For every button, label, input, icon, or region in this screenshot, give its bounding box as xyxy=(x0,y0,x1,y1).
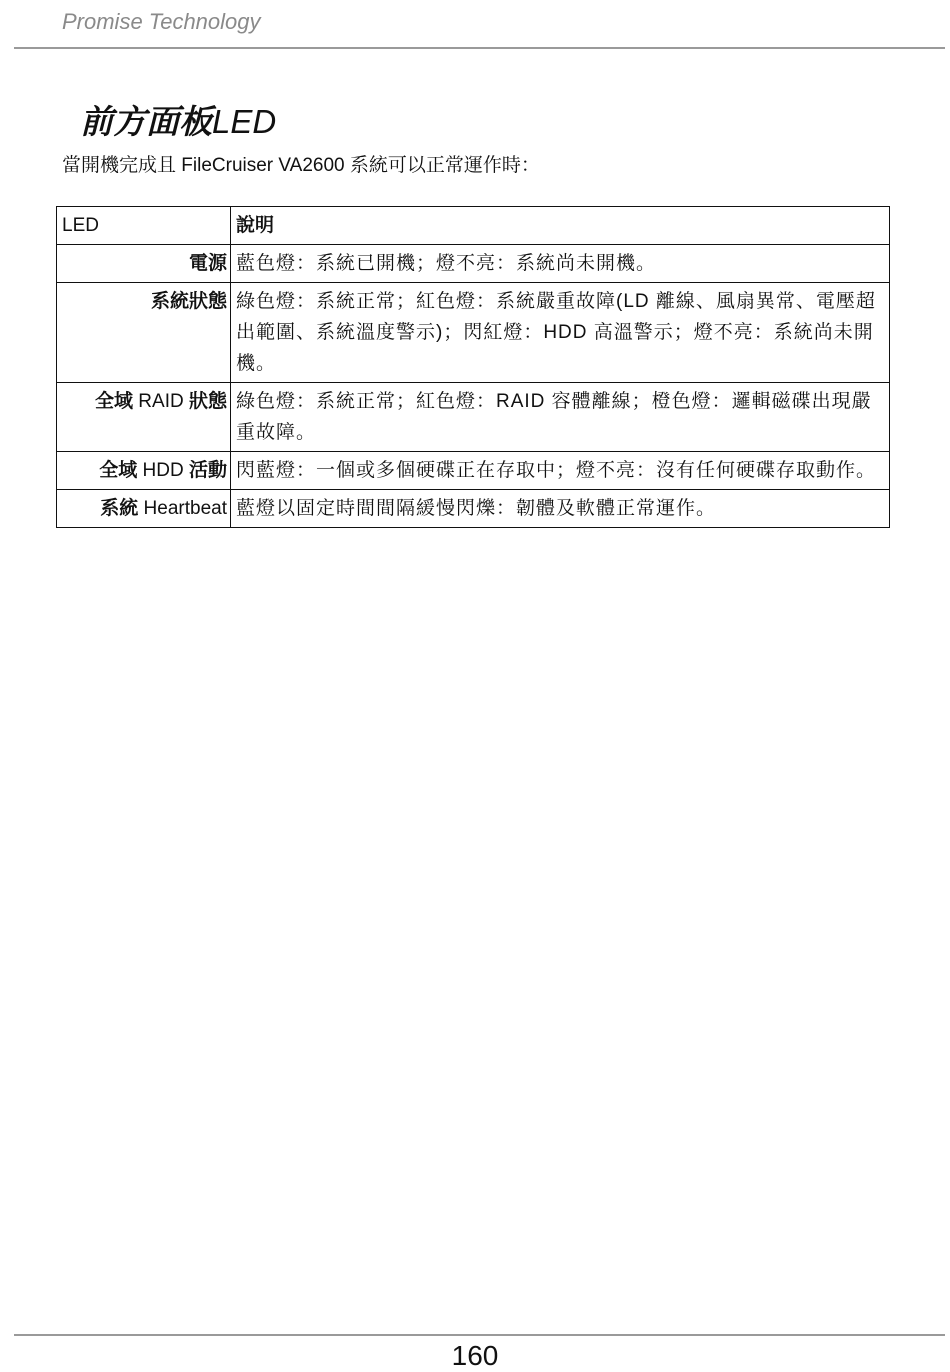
led-description: 閃藍燈：一個或多個硬碟正在存取中；燈不亮：沒有任何硬碟存取動作。 xyxy=(231,452,890,490)
led-description: 藍色燈：系統已開機；燈不亮：系統尚未開機。 xyxy=(231,245,890,283)
led-name-latin: RAID xyxy=(133,391,189,412)
led-name-cjk: 全域 xyxy=(99,460,138,481)
table-header-row xyxy=(57,207,890,245)
header-divider xyxy=(14,47,945,49)
led-name xyxy=(57,490,231,528)
led-name-suffix: 活動 xyxy=(188,460,227,481)
led-name-suffix: 狀態 xyxy=(188,391,227,412)
intro-paragraph: 當開機完成且 FileCruiser VA2600 系統可以正常運作時： xyxy=(62,155,540,176)
led-description: 綠色燈：系統正常；紅色燈：RAID 容體離線；橙色燈：邏輯磁碟出現嚴重故障。 xyxy=(231,383,890,452)
led-name-cjk: 系統狀態 xyxy=(150,291,227,312)
table-row xyxy=(57,245,890,283)
led-name-cjk: 電源 xyxy=(188,253,227,274)
running-header: Promise Technology xyxy=(62,9,261,34)
table-row xyxy=(57,283,890,383)
footer-divider xyxy=(14,1334,945,1336)
led-table xyxy=(56,206,890,528)
led-name-latin: HDD xyxy=(137,460,189,481)
section-title xyxy=(80,96,276,143)
page-number: 160 xyxy=(451,1340,499,1371)
led-description: 藍燈以固定時間間隔緩慢閃爍：韌體及軟體正常運作。 xyxy=(231,490,890,528)
led-name-cjk: 系統 xyxy=(100,498,139,519)
table-row xyxy=(57,452,890,490)
led-description: 綠色燈：系統正常；紅色燈：系統嚴重故障(LD 離線、風扇異常、電壓超出範圍、系統溫度警示)；閃紅燈：HDD 高溫警示；燈不亮：系統尚未開機。 xyxy=(231,283,890,383)
section-title-latin: LED xyxy=(212,103,277,140)
led-name xyxy=(57,383,231,452)
led-name xyxy=(57,283,231,383)
table-row xyxy=(57,490,890,528)
led-name xyxy=(57,245,231,283)
led-name-cjk: 全域 xyxy=(95,391,134,412)
header-description: 說明 xyxy=(231,207,890,245)
table-row xyxy=(57,383,890,452)
led-name-latin: Heartbeat xyxy=(138,498,227,519)
header-led: LED xyxy=(57,207,231,245)
section-title-cjk: 前方面板 xyxy=(80,103,212,140)
led-name xyxy=(57,452,231,490)
